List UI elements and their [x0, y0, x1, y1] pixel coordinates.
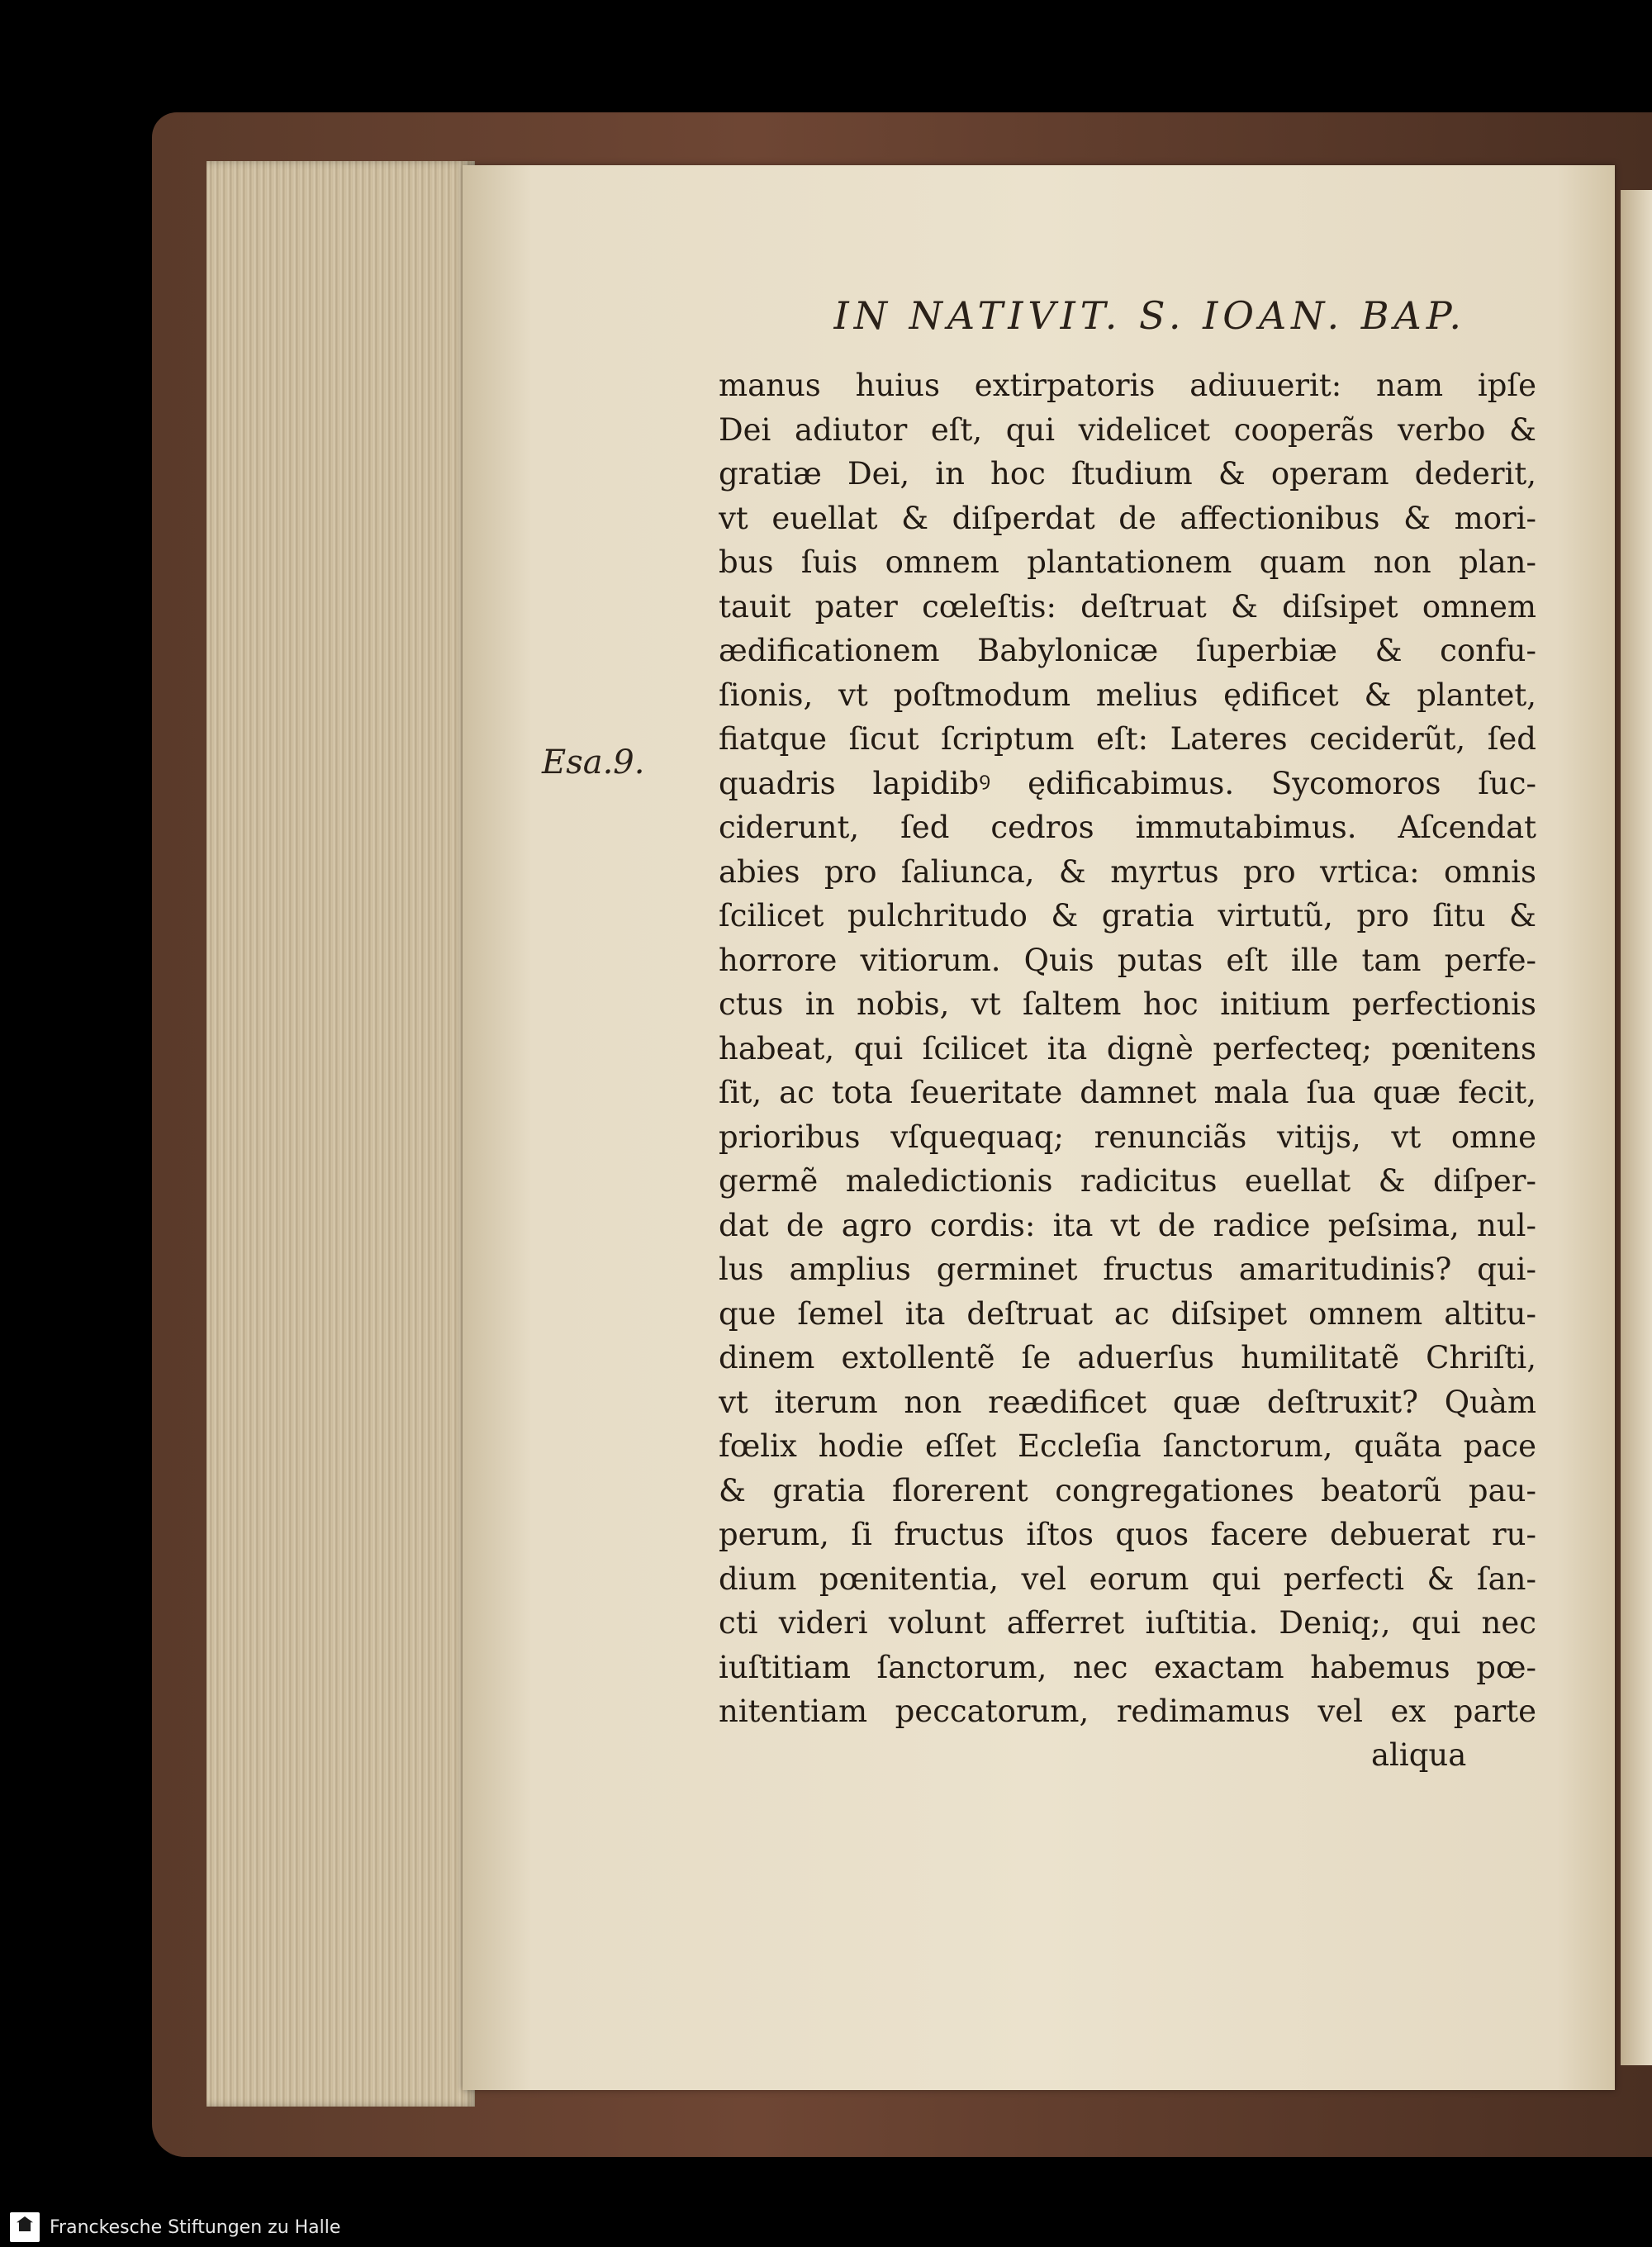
text-line: manus huius extirpatoris adiuuerit: nam ipſe [719, 368, 1536, 403]
text-line: quadris lapidibꝰ ędificabimus. Sycomoros ſuc- [719, 765, 1536, 801]
margin-note: Esa.9. [542, 743, 645, 781]
text-line: ctus in nobis, vt ſaltem hoc initium perfectionis [719, 986, 1536, 1022]
text-line: fœlix hodie eſſet Eccleſia ſanctorum, quãta pace [719, 1428, 1536, 1464]
text-line: gratiæ Dei, in hoc ſtudium & operam dederit, [719, 456, 1536, 492]
text-line: lus amplius germinet fructus amaritudinis? qui- [719, 1252, 1536, 1287]
text-line: & gratia florerent congregationes beatorũ pau- [719, 1472, 1536, 1508]
text-line: dinem extollentẽ ſe aduerſus humilitatẽ Chriſti, [719, 1340, 1536, 1375]
text-line: prioribus vſquequaq; renunciãs vitijs, vt omne [719, 1119, 1536, 1155]
body-text [719, 363, 1536, 1734]
facing-page-edge [1621, 190, 1652, 2065]
text-line: dat de agro cordis: ita vt de radice peſsima, nul- [719, 1207, 1536, 1243]
text-line: nitentiam peccatorum, redimamus vel ex parte [719, 1694, 1536, 1729]
text-line: perum, ſi fructus iſtos quos facere debuerat ru- [719, 1517, 1536, 1552]
text-line: ſionis, vt poſtmodum melius ędificet & plantet, [719, 677, 1536, 713]
footer-institution: Franckesche Stiftungen zu Halle [50, 2217, 341, 2238]
text-line: iuſtitiam ſanctorum, nec exactam habemus pœ- [719, 1649, 1536, 1685]
text-line: ædificationem Babylonicæ ſuperbiæ & confu- [719, 633, 1536, 668]
text-line: bus ſuis omnem plantationem quam non plan- [719, 544, 1536, 580]
text-line: abies pro ſaliunca, & myrtus pro vrtica: omnis [719, 853, 1536, 890]
text-line: tauit pater cœleſtis: deſtruat & diſsipet omnem [719, 588, 1536, 625]
text-line: ſit, ac tota ſeueritate damnet mala ſua quæ fecit, [719, 1075, 1536, 1110]
footer-bar [0, 2207, 1652, 2247]
text-line: Dei adiutor eſt, qui videlicet cooperãs verbo & [719, 411, 1536, 448]
text-line: dium pœnitentia, vel eorum qui perfecti & ſan- [719, 1561, 1536, 1597]
text-line: horrore vitiorum. Quis putas eſt ille tam perfe- [719, 942, 1536, 978]
text-line: ſcilicet pulchritudo & gratia virtutũ, pro ſitu & [719, 898, 1536, 933]
text-line: germẽ maledictionis radicitus euellat & diſper- [719, 1163, 1536, 1199]
text-line: vt euellat & diſperdat de affectionibus & mori- [719, 500, 1536, 536]
text-line: cti videri volunt afferret iuſtitia. Deniq;, qui nec [719, 1605, 1536, 1641]
text-line: ciderunt, ſed cedros immutabimus. Aſcendat [719, 810, 1536, 845]
text-line: vt iterum non reædificet quæ deſtruxit? Quàm [719, 1384, 1536, 1420]
text-line: fiatque ſicut ſcriptum eſt: Lateres ceciderũt, ſed [719, 721, 1536, 757]
page-edges [206, 161, 475, 2107]
text-line: que ſemel ita deſtruat ac diſsipet omnem altitu- [719, 1295, 1536, 1332]
catchword: aliqua [1371, 1736, 1467, 1773]
running-head: IN NATIVIT. S. IOAN. BAP. [833, 293, 1466, 338]
institution-logo-icon [10, 2212, 40, 2242]
text-line: habeat, qui ſcilicet ita dignè perfecteq; pœnitens [719, 1030, 1536, 1066]
